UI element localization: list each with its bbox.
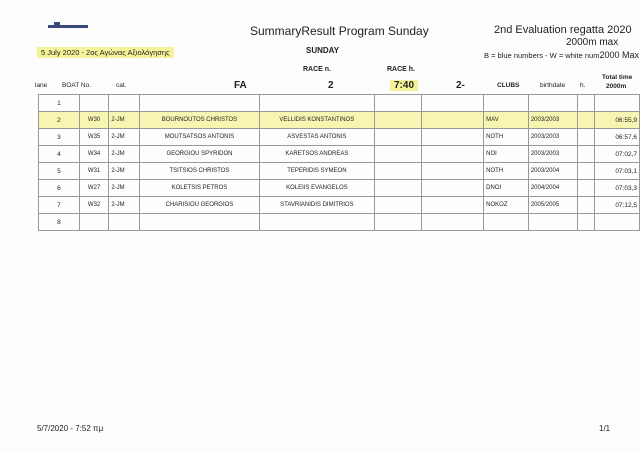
legend-text: B = blue numbers - W = white num (484, 51, 600, 60)
time-cell: 07:12,5 (595, 197, 640, 214)
birthdate-cell: 2004/2004 (528, 180, 577, 197)
table-row (39, 163, 640, 180)
lane-cell: 1 (39, 95, 80, 112)
page-number: 1/1 (599, 424, 611, 433)
crew2-cell: STAVRIANIDIS DIMITRIOS (259, 197, 374, 214)
time-cell: 07:03,1 (595, 163, 640, 180)
empty-cell (374, 214, 422, 231)
col-lane: lane (35, 82, 48, 89)
crew1-cell: MOUTSATSOS ANTONIS (140, 129, 260, 146)
table-row (39, 129, 640, 146)
boat-cell: W32 (79, 197, 108, 214)
empty-cell (422, 146, 484, 163)
club-cell: MAV (484, 112, 529, 129)
h-cell (577, 214, 594, 231)
empty-cell (374, 146, 422, 163)
race-category: 2- (456, 80, 465, 91)
birthdate-cell (528, 214, 577, 231)
col-birthdate: birthdate (540, 82, 566, 89)
boat-cell: W31 (79, 163, 108, 180)
table-row (39, 214, 640, 231)
crew2-cell: KOLEIIS EVANGELOS (259, 180, 374, 197)
table-row (39, 112, 640, 129)
h-cell (577, 180, 594, 197)
cat-cell: 2-JM (109, 180, 140, 197)
results-table (38, 94, 640, 231)
h-cell (577, 112, 594, 129)
boat-number-legend (484, 50, 639, 60)
race-number-label: RACE n. (303, 66, 331, 73)
race-number: 2 (328, 80, 334, 91)
time-cell: 07:03,3 (595, 180, 640, 197)
lane-cell: 6 (39, 180, 80, 197)
h-cell (577, 146, 594, 163)
club-cell: NOTH (484, 163, 529, 180)
lane-cell: 5 (39, 163, 80, 180)
time-cell: 06:55,9 (595, 112, 640, 129)
crew2-cell (259, 95, 374, 112)
page-title: SummaryResult Program Sunday (250, 24, 429, 38)
cat-cell: 2-JM (109, 163, 140, 180)
empty-cell (422, 112, 484, 129)
print-timestamp: 5/7/2020 - 7:52 πμ (37, 424, 104, 433)
col-h: h. (580, 82, 586, 89)
time-cell: 07:02,7 (595, 146, 640, 163)
empty-cell (374, 129, 422, 146)
table-row (39, 197, 640, 214)
col-total-time-distance: 2000m (606, 83, 627, 90)
crew2-cell: KARETSOS ANDREAS (259, 146, 374, 163)
boat-cell: W30 (79, 112, 108, 129)
time-cell: 06:57,6 (595, 129, 640, 146)
crew2-cell: TEPERIDIS SYMEON (259, 163, 374, 180)
empty-cell (422, 163, 484, 180)
empty-cell (422, 129, 484, 146)
crew1-cell: KOLETSIS PETROS (140, 180, 260, 197)
crew2-cell (259, 214, 374, 231)
boat-cell (79, 95, 108, 112)
race-time: 7:40 (390, 80, 418, 91)
final-label: FA (234, 80, 247, 91)
birthdate-cell: 2003/2004 (528, 163, 577, 180)
table-row (39, 95, 640, 112)
cat-cell: 2-JM (109, 112, 140, 129)
birthdate-cell: 2005/2005 (528, 197, 577, 214)
empty-cell (422, 214, 484, 231)
cat-cell (109, 95, 140, 112)
empty-cell (422, 197, 484, 214)
crew1-cell (140, 95, 260, 112)
evaluation-title: 2nd Evaluation regatta 2020 (494, 24, 632, 36)
empty-cell (374, 197, 422, 214)
club-cell: DNOI (484, 180, 529, 197)
cat-cell: 2-JM (109, 197, 140, 214)
birthdate-cell: 2003/2003 (528, 129, 577, 146)
lane-cell: 4 (39, 146, 80, 163)
cat-cell: 2-JM (109, 146, 140, 163)
crew2-cell: VELLIDIS KONSTANTINOS (259, 112, 374, 129)
lane-cell: 2 (39, 112, 80, 129)
empty-cell (422, 95, 484, 112)
race-hour-label: RACE h. (387, 66, 415, 73)
crew1-cell: GEORGIOU SPYRIDON (140, 146, 260, 163)
col-clubs: CLUBS (497, 82, 520, 89)
empty-cell (374, 95, 422, 112)
birthdate-cell: 2003/2003 (528, 112, 577, 129)
col-total-time: Total time (602, 74, 633, 81)
cat-cell (109, 214, 140, 231)
time-cell (595, 214, 640, 231)
club-cell (484, 95, 529, 112)
day-label: SUNDAY (306, 46, 340, 55)
boat-cell: W35 (79, 129, 108, 146)
boat-cell: W34 (79, 146, 108, 163)
lane-cell: 8 (39, 214, 80, 231)
time-cell (595, 95, 640, 112)
club-cell: NOTH (484, 129, 529, 146)
h-cell (577, 197, 594, 214)
table-row (39, 146, 640, 163)
crew1-cell (140, 214, 260, 231)
crew1-cell: CHARISIOU GEORGIOS (140, 197, 260, 214)
lane-cell: 3 (39, 129, 80, 146)
empty-cell (374, 112, 422, 129)
col-boat-no: BOAT No. (62, 82, 92, 89)
h-cell (577, 163, 594, 180)
empty-cell (374, 180, 422, 197)
h-cell (577, 95, 594, 112)
birthdate-cell: 2003/2003 (528, 146, 577, 163)
club-cell: NOI (484, 146, 529, 163)
regatta-logo (48, 22, 88, 30)
col-cat: cat. (116, 82, 127, 89)
lane-cell: 7 (39, 197, 80, 214)
empty-cell (374, 163, 422, 180)
birthdate-cell (528, 95, 577, 112)
boat-cell (79, 214, 108, 231)
crew1-cell: BOURNOUTOS CHRISTOS (140, 112, 260, 129)
legend-max: 2000 Max (599, 50, 639, 60)
crew1-cell: TSITSIOS CHRISTOS (140, 163, 260, 180)
h-cell (577, 129, 594, 146)
event-date: 5 July 2020 - 2ος Αγώνας Αξιολόγησης (37, 47, 174, 58)
empty-cell (422, 180, 484, 197)
cat-cell: 2-JM (109, 129, 140, 146)
boat-cell: W27 (79, 180, 108, 197)
table-row (39, 180, 640, 197)
club-cell (484, 214, 529, 231)
evaluation-distance: 2000m max (566, 37, 619, 48)
crew2-cell: ASVESTAS ANTONIS (259, 129, 374, 146)
club-cell: NOKOZ (484, 197, 529, 214)
